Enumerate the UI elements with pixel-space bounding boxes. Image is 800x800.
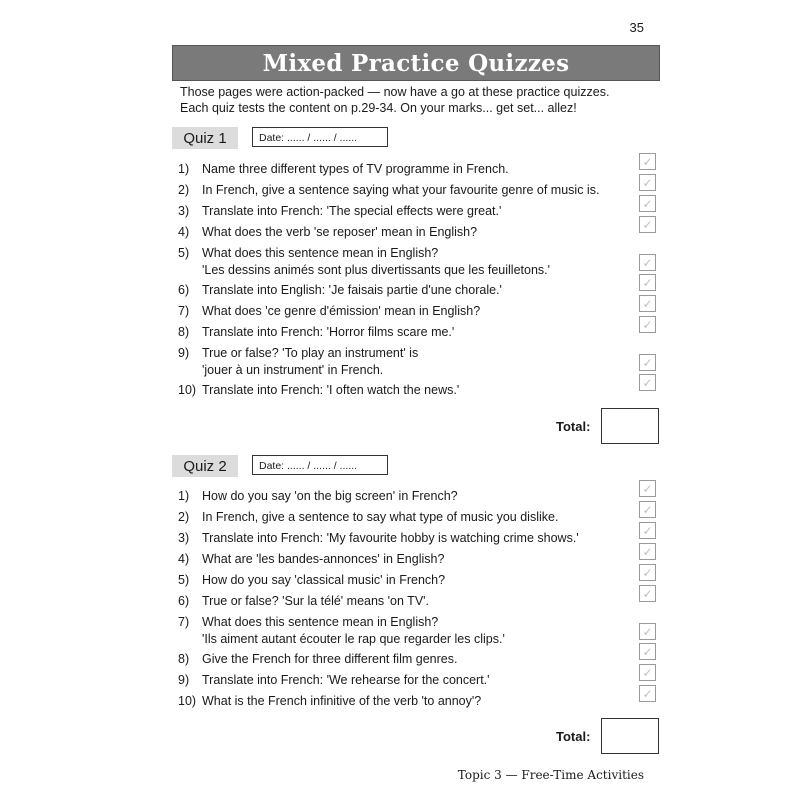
checkmark-icon: ✓ [642,255,653,270]
question-number: 8) [178,652,190,666]
quiz-2-date-box: Date: ...... / ...... / ...... [252,455,388,475]
question-text: In French, give a sentence to say what type of music you dislike. [202,510,559,524]
checkmark-icon: ✓ [642,296,653,311]
answer-checkbox[interactable] [639,316,656,333]
question-text: True or false? 'Sur la télé' means 'on TV'. [202,594,430,608]
quiz-2-label: Quiz 2 [172,455,238,477]
quiz-1-header [172,127,662,153]
answer-checkbox[interactable] [639,254,656,271]
question-text: Translate into French: 'The special effects were great.' [202,204,502,218]
quiz-1-date-box: Date: ...... / ...... / ...... [252,127,388,147]
checkmark-icon: ✓ [642,375,653,390]
question-text: True or false? 'To play an instrument' is [202,346,419,360]
answer-checkbox[interactable] [639,174,656,191]
question-text: Give the French for three different film genres. [202,652,458,666]
question-text: 'Les dessins animés sont plus divertissants que les feuilletons.' [202,263,551,277]
question-text: Translate into French: 'Horror films scare me.' [202,325,455,339]
answer-checkbox[interactable] [639,522,656,539]
checkmark-icon: ✓ [642,665,653,680]
checkmark-icon: ✓ [642,565,653,580]
checkmark-icon: ✓ [642,275,653,290]
question-number: 10) [178,383,197,397]
question-text: Translate into French: 'We rehearse for the concert.' [202,673,490,687]
checkmark-icon: ✓ [642,355,653,370]
quiz-1 [172,127,662,447]
question-text: How do you say 'classical music' in French? [202,573,446,587]
question-number: 6) [178,594,190,608]
checkmark-icon: ✓ [642,154,653,169]
question-text: Translate into French: 'My favourite hobby is watching crime shows.' [202,531,579,545]
answer-checkbox[interactable] [639,643,656,660]
question-number: 3) [178,204,190,218]
answer-checkbox[interactable] [639,480,656,497]
answer-checkbox[interactable] [639,195,656,212]
title-bar [172,45,660,81]
quiz-2-total-box[interactable] [601,718,659,754]
footer-topic: Topic 3 — Free-Time Activities [457,768,644,782]
answer-checkbox[interactable] [639,354,656,371]
question-text: What does this sentence mean in English? [202,615,439,629]
question-number: 2) [178,183,190,197]
intro-text [180,84,660,116]
question-number: 5) [178,246,190,260]
answer-checkbox[interactable] [639,216,656,233]
quiz-1-total-box[interactable] [601,408,659,444]
checkmark-icon: ✓ [642,217,653,232]
quiz-1-label: Quiz 1 [172,127,238,149]
answer-checkbox[interactable] [639,585,656,602]
answer-checkbox[interactable] [639,685,656,702]
answer-checkbox[interactable] [639,564,656,581]
question-text: What does the verb 'se reposer' mean in English? [202,225,478,239]
question-number: 6) [178,283,190,297]
question-text: In French, give a sentence saying what your favourite genre of music is. [202,183,600,197]
quiz-2 [172,455,662,760]
page-title: Mixed Practice Quizzes [262,49,570,77]
question-number: 1) [178,162,190,176]
question-number: 2) [178,510,190,524]
question-number: 7) [178,304,190,318]
checkmark-icon: ✓ [642,481,653,496]
question-text: 'Ils aiment autant écouter le rap que regarder les clips.' [202,632,505,646]
quiz-2-total-label: Total: [556,729,591,744]
answer-checkbox[interactable] [639,374,656,391]
question-text: Translate into English: 'Je faisais partie d'une chorale.' [202,283,502,297]
question-text: Name three different types of TV programme in French. [202,162,509,176]
question-text: 'jouer à un instrument' in French. [202,363,384,377]
intro-line-2: Each quiz tests the content on p.29-34. On your marks... get set... allez! [180,101,577,115]
question-text: How do you say 'on the big screen' in French? [202,489,458,503]
checkmark-icon: ✓ [642,644,653,659]
question-number: 10) [178,694,197,708]
checkmark-icon: ✓ [642,317,653,332]
answer-checkbox[interactable] [639,295,656,312]
answer-checkbox[interactable] [639,501,656,518]
question-number: 1) [178,489,190,503]
checkmark-icon: ✓ [642,196,653,211]
checkmark-icon: ✓ [642,544,653,559]
intro-line-1: Those pages were action-packed — now have a go at these practice quizzes. [180,85,610,99]
page-number: 35 [629,20,644,35]
question-number: 9) [178,346,190,360]
question-text: What is the French infinitive of the verb 'to annoy'? [202,694,482,708]
question-number: 8) [178,325,190,339]
question-number: 3) [178,531,190,545]
checkmark-icon: ✓ [642,502,653,517]
checkmark-icon: ✓ [642,175,653,190]
quiz-1-total-label: Total: [556,419,591,434]
question-number: 4) [178,552,190,566]
question-text: What are 'les bandes-annonces' in English? [202,552,445,566]
checkmark-icon: ✓ [642,586,653,601]
answer-checkbox[interactable] [639,543,656,560]
checkmark-icon: ✓ [642,523,653,538]
answer-checkbox[interactable] [639,153,656,170]
checkmark-icon: ✓ [642,686,653,701]
answer-checkbox[interactable] [639,274,656,291]
answer-checkbox[interactable] [639,664,656,681]
quiz-2-header [172,455,662,481]
question-text: Translate into French: 'I often watch the news.' [202,383,460,397]
question-number: 9) [178,673,190,687]
question-number: 4) [178,225,190,239]
question-text: What does 'ce genre d'émission' mean in English? [202,304,481,318]
question-number: 5) [178,573,190,587]
question-text: What does this sentence mean in English? [202,246,439,260]
question-number: 7) [178,615,190,629]
answer-checkbox[interactable] [639,623,656,640]
checkmark-icon: ✓ [642,624,653,639]
